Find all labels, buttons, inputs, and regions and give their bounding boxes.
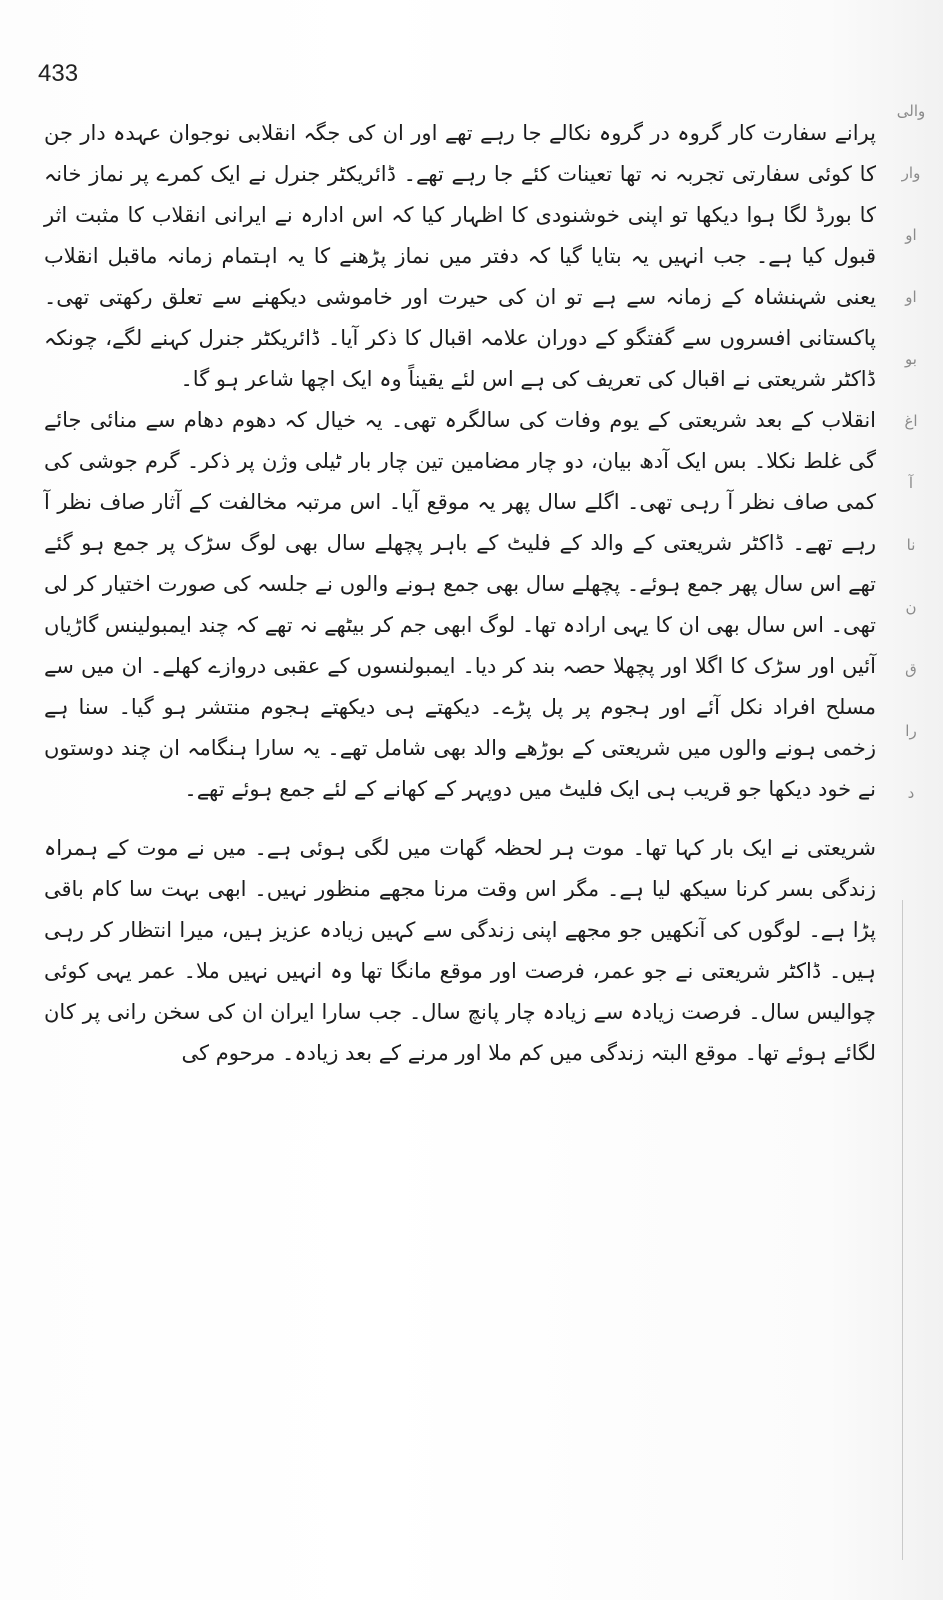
paragraph-3: شریعتی نے ایک بار کہا تھا۔ موت ہر لحظہ گھات میں لگی ہوئی ہے۔ میں نے موت کے ہمراہ زندگی بسر کرنا سیکھ لیا ہے۔ مگر اس وقت مرنا مجھے منظور نہیں۔ ابھی بہت سا کام باقی پڑا ہے۔ لوگوں کی آنکھیں جو مجھے اپنی زندگی سے کہیں زیادہ عزیز ہیں، میرا انتظار کر رہی ہیں۔ ڈاکٹر شریعتی نے جو عمر، فرصت اور موقع مانگا تھا وہ انہیں نہیں ملا۔ عمر یہی کوئی چوالیس سال۔ فرصت زیادہ سے زیادہ چار پانچ سال۔ جب سارا ایران ان کی سخن رانی پر کان لگائے ہوئے تھا۔ موقع البتہ زندگی میں کم ملا اور مرنے کے بعد زیادہ۔ مرحوم کی [44, 836, 876, 1065]
paragraph-2: انقلاب کے بعد شریعتی کے یوم وفات کی سالگرہ تھی۔ یہ خیال کہ دھوم دھام سے منائی جائے گی غلط نکلا۔ بس ایک آدھ بیان، دو چار مضامین تین چار بار ٹیلی وژن پر ذکر۔ گرم جوشی کی کمی صاف نظر آ رہی تھی۔ اگلے سال پھر یہ موقع آیا۔ اس مرتبہ مخالفت کے آثار صاف نظر آ رہے تھے۔ ڈاکٹر شریعتی کے والد کے فلیٹ کے باہر پچھلے سال بھی لوگ سڑک پر جمع ہو گئے تھے اس سال پھر جمع ہوئے۔ پچھلے سال بھی جمع ہونے والوں نے جلسہ کی صورت اختیار کر لی تھی۔ اس سال بھی ان کا یہی ارادہ تھا۔ لوگ ابھی جم کر بیٹھے نہ تھے کہ چند ایمبولینس گاڑیاں آئیں اور سڑک کا اگلا اور پچھلا حصہ بند کر دیا۔ ایمبولنسوں کے عقبی دروازے کھلے۔ ان میں سے مسلح افراد نکل آئے اور ہجوم پر پل پڑے۔ دیکھتے ہی دیکھتے ہجوم منتشر ہو گیا۔ سنا ہے زخمی ہونے والوں میں شریعتی کے بوڑھے والد بھی شامل تھے۔ یہ سارا ہنگامہ ان چند دوستوں نے خود دیکھا جو قریب ہی ایک فلیٹ میں دوپہر کے کھانے کے لئے جمع ہوئے تھے۔ [44, 408, 876, 801]
bleed-fragment: آ [908, 474, 914, 492]
bleed-fragment: د [907, 784, 915, 802]
facing-page-bleed [886, 80, 936, 840]
bleed-fragment: بو [905, 350, 917, 368]
body-text [44, 113, 876, 1074]
paragraph-1: پرانے سفارت کار گروہ در گروہ نکالے جا رہے تھے اور ان کی جگہ انقلابی نوجوان عہدہ دار جن کا کوئی سفارتی تجربہ نہ تھا تعینات کئے جا رہے تھے۔ ڈائریکٹر جنرل نے ایک کمرے پر نماز خانہ کا بورڈ لگا ہوا دیکھا تو اپنی خوشنودی کا اظہار کیا کہ اس ادارہ نے ایرانی انقلاب کا مثبت اثر قبول کیا ہے۔ جب انہیں یہ بتایا گیا کہ دفتر میں نماز پڑھنے کا یہ اہتمام زمانہ ماقبل انقلاب یعنی شہنشاہ کے زمانہ سے ہے تو ان کی حیرت اور خاموشی دیکھنے سے تعلق رکھتی تھی۔ پاکستانی افسروں سے گفتگو کے دوران علامہ اقبال کا ذکر آیا۔ ڈائریکٹر جنرل کہنے لگے، چونکہ ڈاکٹر شریعتی نے اقبال کی تعریف کی ہے اس لئے یقیناً وہ ایک اچھا شاعر ہو گا۔ [44, 121, 876, 391]
bleed-fragment: او [905, 288, 917, 306]
page-edge-line [902, 900, 903, 1560]
bleed-fragment: ق [905, 660, 917, 678]
bleed-fragment: ن [905, 598, 917, 616]
bleed-fragment: را [905, 722, 917, 740]
bleed-fragment: او [905, 226, 917, 244]
page-number: 433 [38, 60, 79, 87]
bleed-fragment: والی [896, 102, 926, 120]
bleed-fragment: وار [901, 164, 921, 182]
bleed-fragment: نا [906, 536, 916, 554]
bleed-fragment: اغ [904, 412, 918, 430]
